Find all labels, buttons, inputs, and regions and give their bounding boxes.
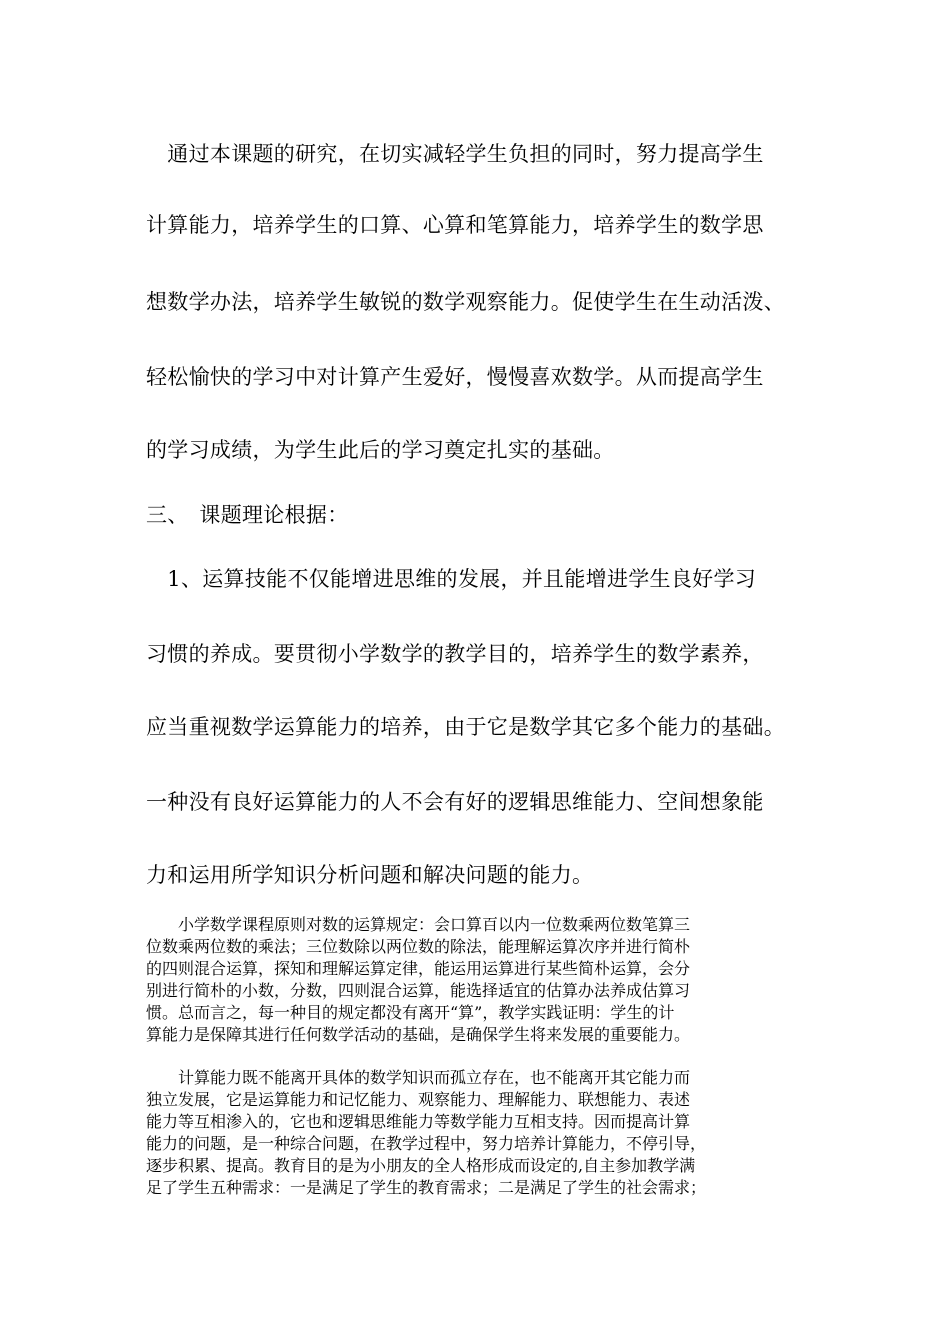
paragraph-curriculum-line: 的四则混合运算，探知和理解运算定律，能运用运算进行某些简朴运算，会分 xyxy=(146,959,691,978)
paragraph-1-line-1: 通过本课题的研究，在切实减轻学生负担的同时，努力提高学生 xyxy=(146,142,764,166)
section-heading: 三、 课题理论根据： xyxy=(146,503,349,527)
paragraph-1-line-2: 计算能力，培养学生的口算、心算和笔算能力，培养学生的数学思 xyxy=(146,213,764,237)
paragraph-curriculum xyxy=(146,914,826,1046)
paragraph-curriculum-line: 算能力是保障其进行任何数学活动的基础，是确保学生将来发展的重要能力。 xyxy=(146,1025,691,1044)
paragraph-computation xyxy=(146,1067,826,1199)
paragraph-curriculum-line: 惯。总而言之，每一种目的规定都没有离开“算”，教学实践证明：学生的计 xyxy=(146,1003,675,1022)
paragraph-computation-line: 计算能力既不能离开具体的数学知识而孤立存在，也不能离开其它能力而 xyxy=(146,1068,691,1087)
paragraph-1-line-5: 的学习成绩，为学生此后的学习奠定扎实的基础。 xyxy=(146,438,615,462)
paragraph-2-line-4: 一种没有良好运算能力的人不会有好的逻辑思维能力、空间想象能 xyxy=(146,790,764,814)
paragraph-2-line-3: 应当重视数学运算能力的培养，由于它是数学其它多个能力的基础。 xyxy=(146,715,785,739)
paragraph-curriculum-line: 小学数学课程原则对数的运算规定：会口算百以内一位数乘两位数笔算三 xyxy=(146,915,691,934)
paragraph-computation-line: 能力等互相渗入的，它也和逻辑思维能力等数学能力互相支持。因而提高计算 xyxy=(146,1112,691,1131)
paragraph-2-line-5: 力和运用所学知识分析问题和解决问题的能力。 xyxy=(146,863,594,887)
paragraph-computation-line: 足了学生五种需求：一是满足了学生的教育需求；二是满足了学生的社会需求； xyxy=(146,1178,707,1197)
paragraph-curriculum-line: 别进行简朴的小数，分数，四则混合运算，能选择适宜的估算办法养成估算习 xyxy=(146,981,691,1000)
paragraph-computation-line: 独立发展，它是运算能力和记忆能力、观察能力、理解能力、联想能力、表述 xyxy=(146,1090,691,1109)
paragraph-computation-line: 逐步积累、提高。教育目的是为小朋友的全人格形成而设定的,自主参加教学满 xyxy=(146,1156,696,1175)
paragraph-1-line-3: 想数学办法，培养学生敏锐的数学观察能力。促使学生在生动活泼、 xyxy=(146,290,785,314)
paragraph-curriculum-line: 位数乘两位数的乘法；三位数除以两位数的除法，能理解运算次序并进行简朴 xyxy=(146,937,691,956)
paragraph-computation-line: 能力的问题，是一种综合问题，在教学过程中，努力培养计算能力，不停引导， xyxy=(146,1134,707,1153)
paragraph-2-line-2: 习惯的养成。要贯彻小学数学的教学目的，培养学生的数学素养， xyxy=(146,642,764,666)
paragraph-1-line-4: 轻松愉快的学习中对计算产生爱好，慢慢喜欢数学。从而提高学生 xyxy=(146,365,764,389)
paragraph-2-line-1: 1、运算技能不仅能增进思维的发展，并且能增进学生良好学习 xyxy=(146,567,757,591)
